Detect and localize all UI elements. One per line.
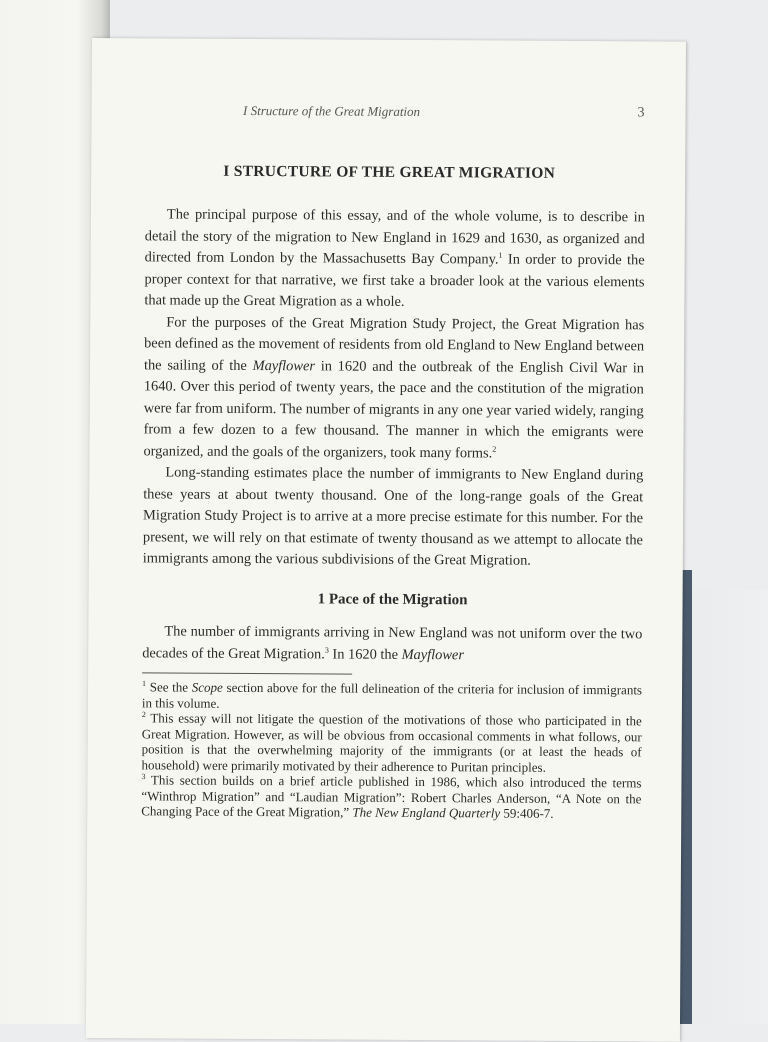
paragraph-2-text-b: in 1620 and the outbreak of the English Civil War in 1640. Over this period of twenty years, the pace and the constitution of the migration were far from uniform. The number of migrants in any one year varied widely, ranging from a few dozen to a few thousand. The manner in which the emigrants were organized, and the goals of the organizers, took many forms.: [143, 357, 645, 461]
section-heading: 1 Pace of the Migration: [317, 590, 468, 608]
page-number: 3: [637, 105, 645, 121]
running-head: I Structure of the Great Migration: [242, 102, 421, 120]
footnote-1: [142, 679, 642, 713]
ship-name: Mayflower: [252, 357, 316, 374]
footnote-3-italic: The New England Quarterly: [352, 804, 501, 821]
ship-name: Mayflower: [401, 646, 465, 663]
footnote-3-text-b: 59:406-7.: [500, 805, 554, 821]
footnote-divider: [142, 672, 352, 674]
footnote-3-number: 3: [141, 771, 146, 782]
paragraph-4-text-a: The number of immigrants arriving in New England was not uniform over the two decades of the Great Migration.: [142, 623, 643, 662]
paragraph-3-text: Long-standing estimates place the number of immigrants to New England during these years at about twenty thousand. One of the long-range goals of the Great Migration Study Project is to arrive at a more precise estimate for this number. For the present, we will rely on that estimate of twenty thousand as we attempt to allocate the immigrants among the various subdivisions of the Great Migration.: [142, 464, 644, 569]
footnote-3-text-a: This section builds on a brief article published in 1986, which also introduced the terms “Winthrop Migration” and “Laudian Migration”: Robert Charles Anderson, “A Note on the Changing Pace of the Great Migration,”: [141, 772, 642, 820]
footnote-1-text-a: See the: [145, 679, 192, 695]
footnote-1-text-b: section above for the full delineation of the criteria for inclusion of immigrants in this volume.: [141, 679, 643, 711]
paragraph-3: [143, 462, 644, 573]
paragraph-1-text: The principal purpose of this essay, and of the whole volume, is to describe in detail the story of the migration to New England in 1629 and 1630, as organized and directed from London by the Massachusetts Bay Company.: [144, 206, 645, 268]
paragraph-2-text-a: For the purposes of the Great Migration Study Project, the Great Migration has been defined as the movement of residents from old England to New England between the sailing of the: [143, 313, 645, 374]
paragraph-4-text-b: In 1620 the: [328, 645, 402, 663]
footnote-ref-1: 1: [498, 250, 503, 260]
footnote-2-text: This essay will not litigate the question of the motivations of those who participated in the Great Migration. However, as will be obvious from occasional comments in what follows, our position is that the overwhelming majority of the immigrants (or at least the heads of household) were primarily motivated by their adherence to Puritan principles.: [141, 710, 642, 775]
book-page: [86, 38, 686, 1042]
footnote-2: [142, 710, 642, 775]
footnote-1-italic: Scope: [191, 679, 223, 695]
chapter-title: I STRUCTURE OF THE GREAT MIGRATION: [223, 162, 556, 182]
paragraph-1-tail: In order to provide the proper context for that narrative, we first take a broader look at the various elements that made up the Great Migration as a whole.: [144, 251, 645, 310]
footnote-ref-2: 2: [492, 444, 497, 454]
body-text: [141, 204, 645, 822]
footnote-3: [141, 772, 641, 822]
footnotes: [141, 679, 642, 822]
footnote-2-number: 2: [141, 709, 146, 720]
footnote-1-number: 1: [142, 678, 147, 689]
footnote-ref-3: 3: [324, 645, 329, 655]
paragraph-1: [144, 204, 645, 315]
paragraph-2: [143, 312, 644, 466]
paragraph-4: [142, 621, 642, 667]
